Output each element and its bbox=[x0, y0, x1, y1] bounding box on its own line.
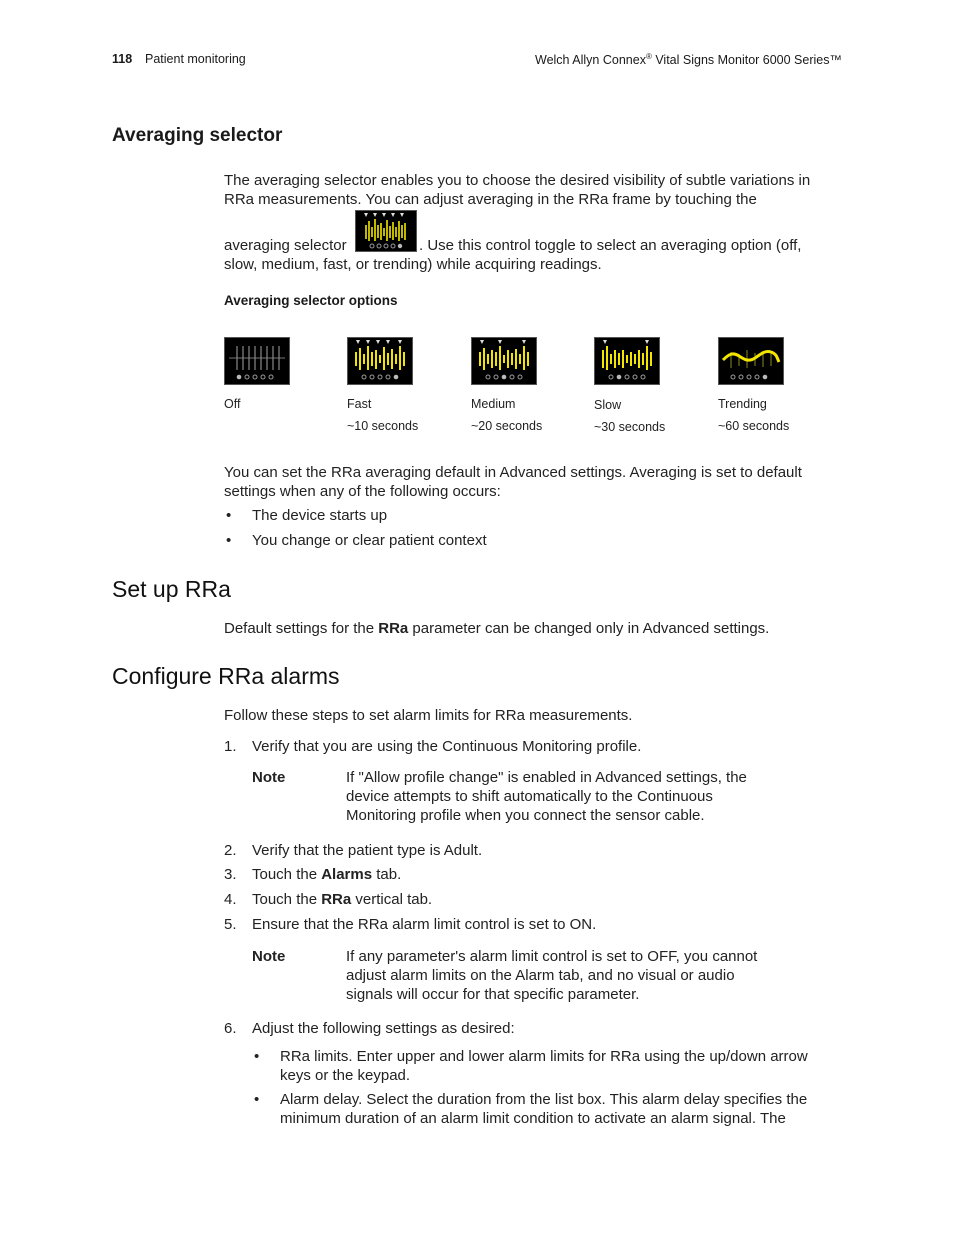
setup-heading: Set up RRa bbox=[112, 576, 231, 602]
step-number: 5. bbox=[224, 916, 237, 933]
option-medium-label: Medium bbox=[471, 397, 516, 411]
step-number: 1. bbox=[224, 738, 237, 755]
step-number: 2. bbox=[224, 842, 237, 859]
step-3: Touch the Alarms tab. bbox=[252, 866, 402, 883]
setup-para: Default settings for the RRa parameter can be changed only in Advanced settings. bbox=[224, 620, 770, 637]
step-5: Ensure that the RRa alarm limit control is set to ON. bbox=[252, 916, 597, 933]
configure-intro: Follow these steps to set alarm limits for RRa measurements. bbox=[224, 707, 633, 724]
bullet-dot: • bbox=[254, 1091, 260, 1108]
running-title: Welch Allyn Connex® Vital Signs Monitor 6000 Series™ bbox=[535, 52, 842, 68]
option-fast-duration: ~10 seconds bbox=[347, 419, 419, 433]
step-4: Touch the RRa vertical tab. bbox=[252, 891, 433, 908]
note-label: Note bbox=[252, 769, 286, 786]
option-trending-duration: ~60 seconds bbox=[718, 419, 790, 433]
averaging-selector-icon[interactable] bbox=[355, 210, 417, 252]
list-item: The device starts up bbox=[252, 507, 388, 524]
averaging-para-tail-a: averaging selector bbox=[224, 237, 347, 254]
note-label: Note bbox=[252, 948, 286, 965]
option-off-label: Off bbox=[224, 397, 241, 411]
note-1: If "Allow profile change" is enabled in Advanced settings, the device attempts to shift automatically to the Continuous Monitoring profile when you connect the sensor cable. bbox=[346, 769, 747, 824]
averaging-para: The averaging selector enables you to choose the desired visibility of subtle variations in RRa measurements. You can adjust averaging in the RRa frame by touching the bbox=[224, 172, 811, 208]
note-2: If any parameter's alarm limit control is set to OFF, you cannot adjust alarm limits on the Alarm tab, and no visual or audio signals will occur for that specific parameter. bbox=[346, 948, 758, 1003]
section-name: Patient monitoring bbox=[145, 52, 246, 66]
list-item: You change or clear patient context bbox=[252, 532, 487, 549]
averaging-para-line3: slow, medium, fast, or trending) while acquiring readings. bbox=[224, 256, 602, 273]
configure-heading: Configure RRa alarms bbox=[112, 663, 340, 689]
step-number: 4. bbox=[224, 891, 237, 908]
averaging-trending-icon bbox=[718, 337, 784, 385]
averaging-off-icon bbox=[224, 337, 290, 385]
option-medium-duration: ~20 seconds bbox=[471, 419, 543, 433]
step-1: Verify that you are using the Continuous Monitoring profile. bbox=[252, 738, 642, 755]
options-heading: Averaging selector options bbox=[224, 293, 398, 308]
option-slow-duration: ~30 seconds bbox=[594, 420, 666, 434]
averaging-para-tail-b: . Use this control toggle to select an averaging option (off, bbox=[419, 237, 802, 254]
averaging-heading: Averaging selector bbox=[112, 125, 283, 146]
step-2: Verify that the patient type is Adult. bbox=[252, 842, 483, 859]
averaging-medium-icon bbox=[471, 337, 537, 385]
bullet-dot: • bbox=[226, 532, 232, 549]
option-trending-label: Trending bbox=[718, 397, 767, 411]
default-para: You can set the RRa averaging default in Advanced settings. Averaging is set to default settings when any of the following occurs: bbox=[224, 464, 802, 500]
bullet-dot: • bbox=[254, 1048, 260, 1065]
page-number: 118 bbox=[112, 52, 133, 66]
step-6: Adjust the following settings as desired: bbox=[252, 1020, 515, 1037]
bullet-dot: • bbox=[226, 507, 232, 524]
list-item: Alarm delay. Select the duration from the list box. This alarm delay specifies the minimum duration of an alarm limit condition to activate an alarm signal. The bbox=[280, 1091, 808, 1127]
step-number: 6. bbox=[224, 1020, 237, 1037]
step-number: 3. bbox=[224, 866, 237, 883]
list-item: RRa limits. Enter upper and lower alarm limits for RRa using the up/down arrow keys or the keypad. bbox=[280, 1048, 808, 1084]
option-slow-label: Slow bbox=[594, 398, 622, 412]
averaging-slow-icon bbox=[594, 337, 660, 385]
averaging-fast-icon bbox=[347, 337, 413, 385]
option-fast-label: Fast bbox=[347, 397, 372, 411]
